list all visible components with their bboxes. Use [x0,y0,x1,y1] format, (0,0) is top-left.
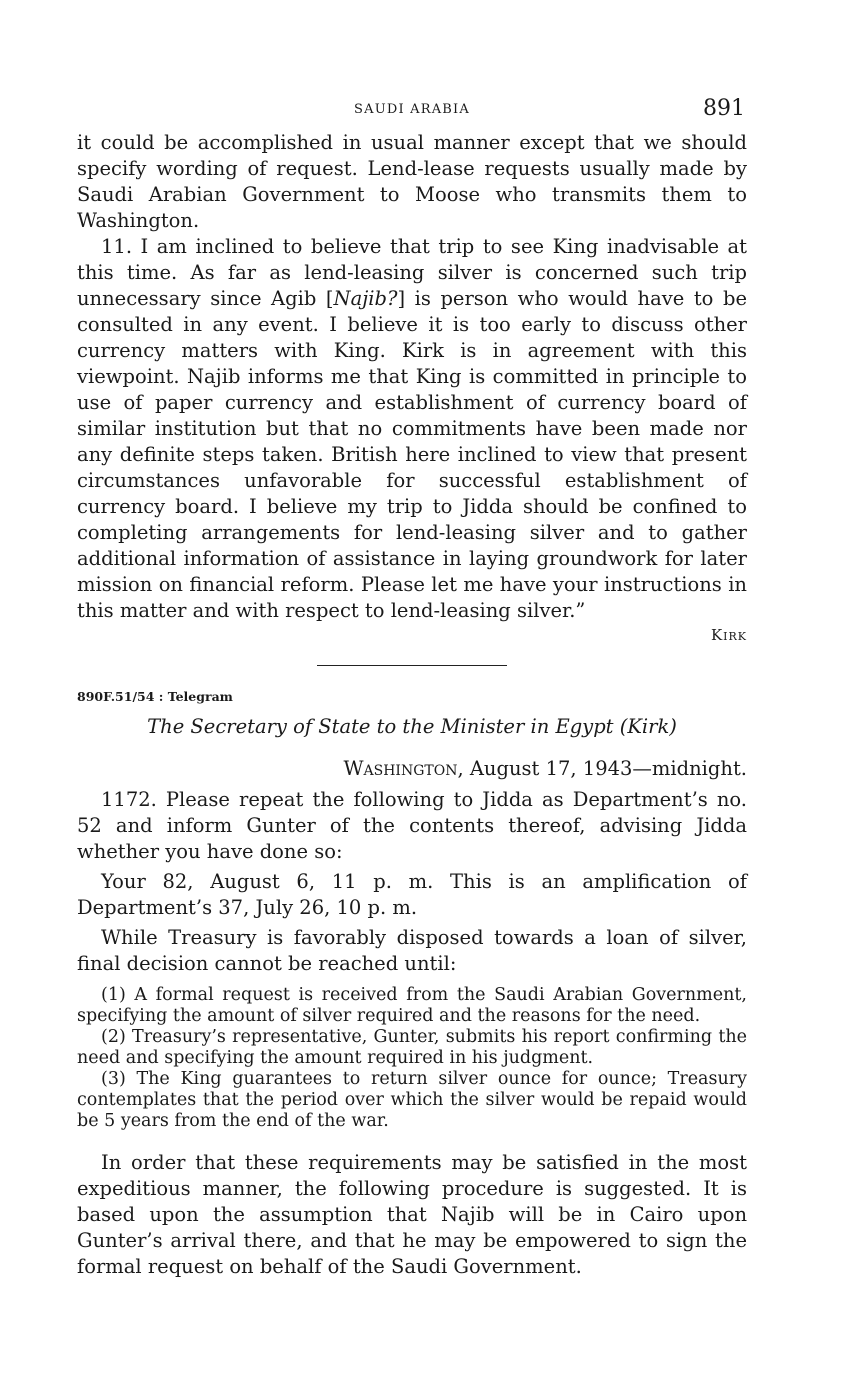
dateline-date: , August 17, 1943—midnight. [457,757,747,780]
paragraph-continued: it could be accomplished in usual manner except that we should specify wording of request. Lend-lease requests usually made by Saudi Arabian Government to Moose who transmits them to Washington. [77,131,747,232]
paragraph-11 [77,234,747,624]
conditions-list [77,985,747,1132]
condition-item: (1) A formal request is received from the Saudi Arabian Government, specifying the amount of silver required and the reasons for the need. [77,985,747,1026]
condition-item: (3) The King guarantees to return silver ounce for ounce; Treasury contemplates that the period over which the silver would be repaid would be 5 years from the end of the war. [77,1069,747,1131]
section-divider [317,665,507,666]
paragraph-1172: 1172. Please repeat the following to Jidda as Department’s no. 52 and inform Gunter of the contents thereof, advising Jidda whether you have done so: [77,788,747,863]
paragraph-11-text-b: ] is person who would have to be consulted in any event. I believe it is too early to discuss other currency matters with King. Kirk is in agreement with this viewpoint. Najib informs me that King is committed in principle to use of paper currency and establishment of currency board of similar institution but that no commitments have been made nor any definite steps taken. British here inclined to view that present circumstances unfavorable for successful establishment of currency board. I believe my trip to Jidda should be confined to completing arrangements for lend-leasing silver and to gather additional information of assistance in laying groundwork for later mission on financial reform. Please let me have your instructions in this matter and with respect to lend-leasing silver.” [77,287,747,622]
file-reference: 890F.51/54 : Telegram [77,689,233,704]
condition-item: (2) Treasury’s representative, Gunter, submits his report confirming the need and specifying the amount required in his judgment. [77,1027,747,1068]
running-header [77,96,747,130]
document-page [77,96,747,1280]
paragraph-your-82: Your 82, August 6, 11 p. m. This is an amplification of Department’s 37, July 26, 10 p. m. [77,870,747,919]
running-title: SAUDI ARABIA [354,102,470,117]
page-number: 891 [703,96,745,121]
paragraph-while-treasury: While Treasury is favorably disposed towards a loan of silver, final decision cannot be reached until: [77,926,747,975]
editorial-insert: Najib? [333,287,398,310]
document-title: The Secretary of State to the Minister in Egypt (Kirk) [147,715,677,738]
dateline-place: Washington [343,757,458,780]
paragraph-in-order: In order that these requirements may be satisfied in the most expeditious manner, the following procedure is suggested. It is based upon the assumption that Najib will be in Cairo upon Gunter’s arrival there, and that he may be empowered to sign the formal request on behalf of the Saudi Government. [77,1151,747,1278]
paragraph-11-text-a: 11. I am inclined to believe that trip to see King inadvisable at this time. As far as lend-leasing silver is concerned such trip unnecessary since Agib [ [77,235,747,310]
signature-kirk: Kirk [710,626,747,644]
dateline [77,757,747,785]
